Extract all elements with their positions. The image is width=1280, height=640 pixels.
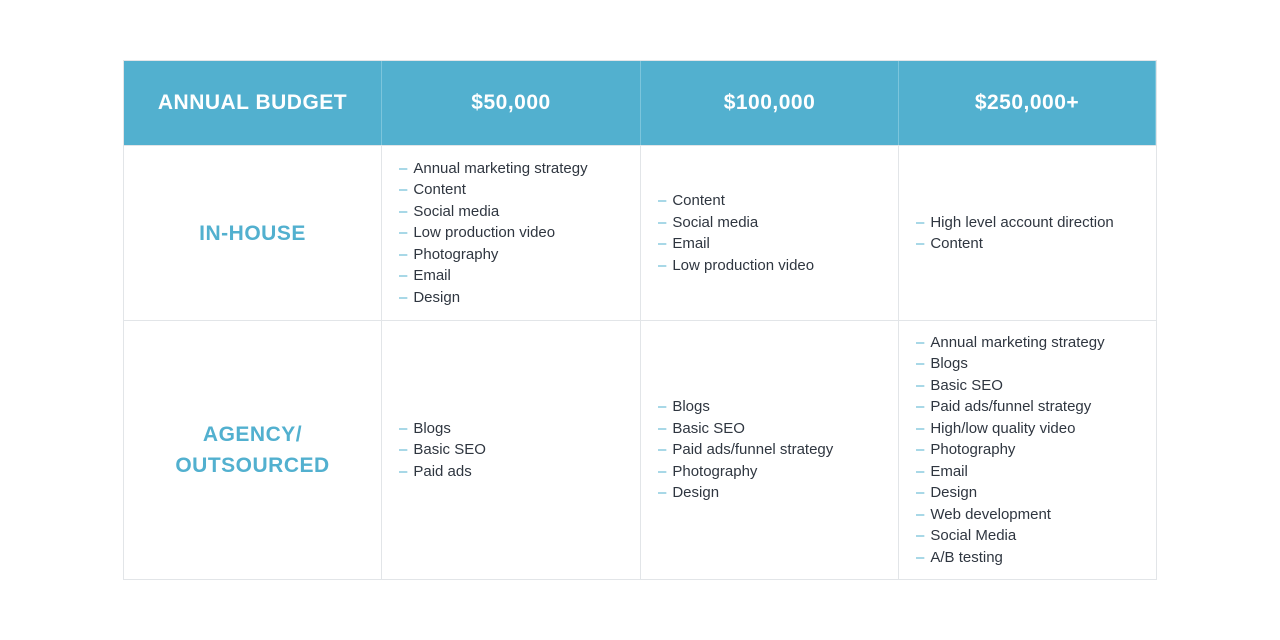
list-item-text: Email xyxy=(672,235,710,252)
list-item-text: Basic SEO xyxy=(672,419,745,437)
list-item xyxy=(916,547,1105,569)
dash-bullet: – xyxy=(658,192,667,209)
item-list xyxy=(916,332,1105,569)
dash-bullet: – xyxy=(916,213,925,231)
cell-in-house-50k xyxy=(382,145,641,320)
list-item xyxy=(399,179,588,201)
list-item xyxy=(399,244,588,266)
dash-bullet: – xyxy=(399,267,408,285)
list-item xyxy=(658,233,814,255)
list-item-text: Email xyxy=(930,462,968,480)
list-item-text: Design xyxy=(672,484,720,502)
list-item-text: Content xyxy=(413,181,466,199)
dash-bullet: – xyxy=(916,419,925,437)
dash-bullet: – xyxy=(399,419,408,437)
list-item-text: Low production video xyxy=(672,256,815,274)
dash-bullet: – xyxy=(658,484,667,502)
list-item-text: Blogs xyxy=(413,419,451,437)
dash-bullet: – xyxy=(916,484,925,502)
list-item-text: Design xyxy=(930,484,978,502)
header-tier-100k: $100,000 xyxy=(641,61,899,145)
dash-bullet: – xyxy=(399,245,408,263)
dash-bullet: – xyxy=(399,462,408,480)
dash-bullet: – xyxy=(916,333,925,351)
list-item-text: Content xyxy=(930,235,983,252)
list-item-text: A/B testing xyxy=(930,548,1003,566)
dash-bullet: – xyxy=(658,213,667,231)
header-annual-budget: ANNUAL BUDGET xyxy=(124,61,382,145)
dash-bullet: – xyxy=(916,527,925,545)
dash-bullet: – xyxy=(399,181,408,199)
list-item xyxy=(658,418,833,440)
list-item-text: Annual marketing strategy xyxy=(930,333,1105,351)
list-item xyxy=(916,375,1105,397)
dash-bullet: – xyxy=(916,548,925,566)
list-item xyxy=(399,439,486,461)
list-item-text: Social media xyxy=(413,202,500,220)
list-item xyxy=(916,504,1105,526)
item-list xyxy=(658,396,833,504)
list-item-text: Paid ads/funnel strategy xyxy=(672,441,834,459)
item-list xyxy=(658,190,814,276)
list-item xyxy=(658,461,833,483)
cell-agency-250k xyxy=(899,320,1156,579)
row-label-line-1: AGENCY/ xyxy=(202,423,303,446)
list-item xyxy=(658,439,833,461)
budget-comparison-table xyxy=(123,60,1157,580)
list-item xyxy=(658,212,814,234)
dash-bullet: – xyxy=(658,235,667,252)
list-item-text: High/low quality video xyxy=(930,419,1076,437)
list-item xyxy=(916,212,1114,234)
list-item-text: Basic SEO xyxy=(413,441,486,459)
dash-bullet: – xyxy=(399,224,408,242)
list-item xyxy=(916,461,1105,483)
dash-bullet: – xyxy=(399,441,408,459)
cell-agency-50k xyxy=(382,320,641,579)
list-item xyxy=(399,287,588,309)
list-item-text: Photography xyxy=(930,441,1016,459)
list-item-text: Blogs xyxy=(672,398,710,416)
header-tier-250k: $250,000+ xyxy=(899,61,1156,145)
dash-bullet: – xyxy=(916,462,925,480)
header-tier-50k: $50,000 xyxy=(382,61,641,145)
list-item xyxy=(658,396,833,418)
list-item xyxy=(399,158,588,180)
cell-in-house-100k xyxy=(641,145,899,320)
dash-bullet: – xyxy=(399,288,408,306)
list-item xyxy=(916,396,1105,418)
list-item xyxy=(399,265,588,287)
list-item xyxy=(658,190,814,212)
list-item xyxy=(658,482,833,504)
cell-agency-100k xyxy=(641,320,899,579)
list-item xyxy=(916,418,1105,440)
dash-bullet: – xyxy=(658,398,667,416)
list-item-text: Annual marketing strategy xyxy=(413,159,588,177)
dash-bullet: – xyxy=(658,441,667,459)
list-item-text: Basic SEO xyxy=(930,376,1003,394)
list-item xyxy=(399,222,588,244)
list-item-text: Social media xyxy=(672,213,759,231)
list-item xyxy=(916,482,1105,504)
cell-in-house-250k xyxy=(899,145,1156,320)
list-item-text: Low production video xyxy=(413,224,556,242)
dash-bullet: – xyxy=(658,256,667,274)
list-item-text: Web development xyxy=(930,505,1051,523)
list-item-text: Photography xyxy=(672,462,758,480)
item-list xyxy=(916,212,1114,255)
dash-bullet: – xyxy=(916,355,925,373)
list-item-text: Content xyxy=(672,192,725,209)
item-list xyxy=(399,418,486,483)
dash-bullet: – xyxy=(916,505,925,523)
list-item-text: Blogs xyxy=(930,355,968,373)
dash-bullet: – xyxy=(916,441,925,459)
dash-bullet: – xyxy=(916,235,925,252)
list-item xyxy=(916,353,1105,375)
row-label-line-2: OUTSOURCED xyxy=(175,454,330,477)
dash-bullet: – xyxy=(399,159,408,177)
list-item xyxy=(916,439,1105,461)
list-item-text: Paid ads/funnel strategy xyxy=(930,398,1092,416)
row-label-agency-outsourced xyxy=(124,320,382,579)
list-item-text: Design xyxy=(413,288,461,306)
list-item xyxy=(658,255,814,277)
dash-bullet: – xyxy=(658,419,667,437)
dash-bullet: – xyxy=(399,202,408,220)
list-item xyxy=(399,201,588,223)
list-item xyxy=(399,461,486,483)
item-list xyxy=(399,158,588,309)
list-item-text: Paid ads xyxy=(413,462,472,480)
list-item-text: High level account direction xyxy=(930,213,1114,231)
list-item xyxy=(399,418,486,440)
list-item-text: Photography xyxy=(413,245,499,263)
dash-bullet: – xyxy=(916,398,925,416)
list-item xyxy=(916,233,1114,255)
list-item xyxy=(916,332,1105,354)
list-item-text: Social Media xyxy=(930,527,1017,545)
dash-bullet: – xyxy=(658,462,667,480)
row-label-in-house: IN-HOUSE xyxy=(124,145,382,320)
list-item-text: Email xyxy=(413,267,451,285)
dash-bullet: – xyxy=(916,376,925,394)
list-item xyxy=(916,525,1105,547)
